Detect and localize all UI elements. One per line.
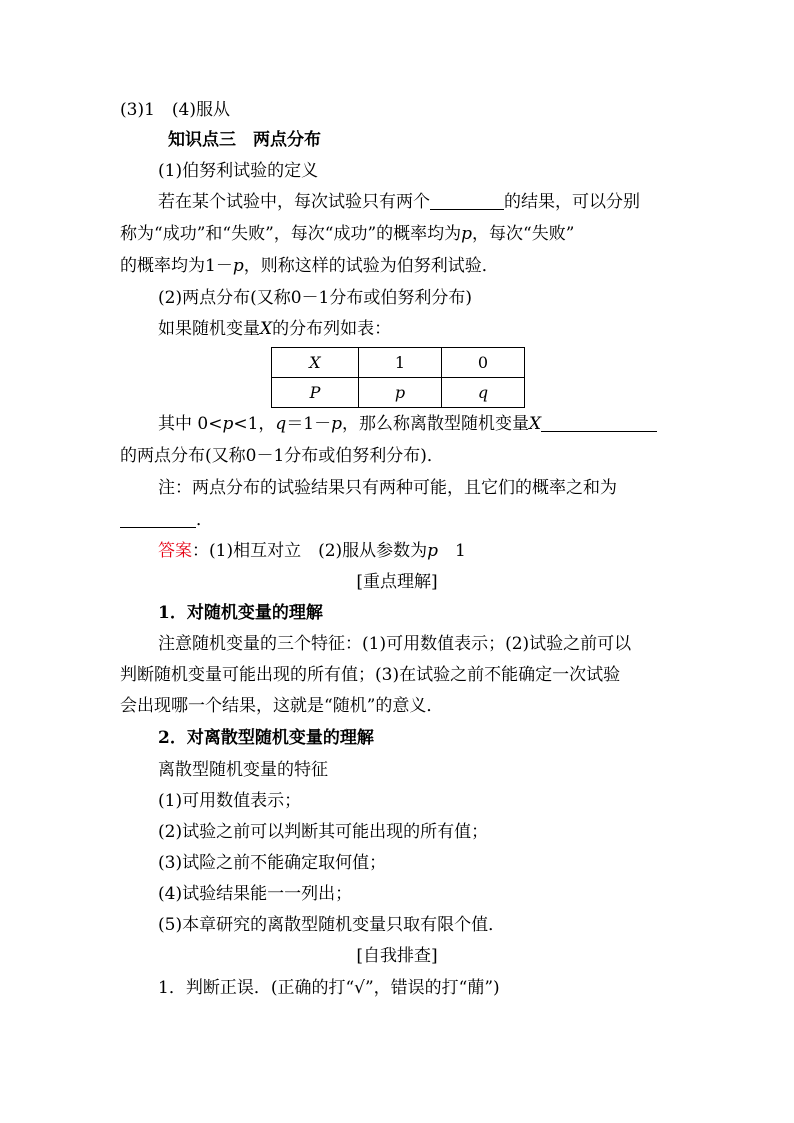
fill-blank <box>541 413 657 432</box>
question-text: 1．判断正误．(正确的打“√”，错误的打“蕑”) <box>158 978 500 998</box>
paragraph-line <box>120 222 574 246</box>
list-item-text: (1)可用数值表示； <box>158 791 302 811</box>
text-run: 判断随机变量可能出现的所有值；(3)在试验之前不能确定一次试验 <box>120 665 621 685</box>
table-row <box>272 378 525 408</box>
list-item-text: (4)试验结果能一一列出； <box>158 884 353 904</box>
heading-text: [自我排查] <box>356 946 438 966</box>
text-run: 的结果，可以分别 <box>504 192 640 212</box>
list-item <box>158 789 301 813</box>
distribution-table <box>271 347 525 408</box>
heading-text: [重点理解] <box>356 572 438 592</box>
list-item <box>158 882 352 906</box>
subsection-1-text: (1)伯努利试验的定义 <box>158 161 319 181</box>
text-run: 的两点分布(又称0－1分布或伯努利分布)． <box>120 446 444 466</box>
list-item <box>158 851 386 875</box>
fill-blank <box>430 191 504 210</box>
math-variable: X <box>260 319 273 339</box>
math-variable: p <box>232 256 244 276</box>
paragraph-line <box>158 190 640 214</box>
text-run: ． <box>196 510 213 530</box>
table-cell: q <box>442 378 525 408</box>
paragraph-line <box>158 632 631 656</box>
topic-heading-2 <box>158 726 374 750</box>
table-cell: X <box>272 348 359 378</box>
text-run: 的分布列如表： <box>272 319 392 339</box>
section-heading-text: 知识点三 两点分布 <box>168 130 321 150</box>
math-variable: p <box>427 541 439 561</box>
text-run: <1， <box>233 414 276 434</box>
text-run: 如果随机变量 <box>158 319 260 339</box>
paragraph-line <box>158 412 657 436</box>
text-run: 会出现哪一个结果，这就是“随机”的意义． <box>120 696 444 716</box>
text-run: 称为“成功”和“失败”，每次“成功”的概率均为 <box>120 224 462 244</box>
paragraph-line <box>158 758 328 782</box>
note-text: 注：两点分布的试验结果只有两种可能，且它们的概率之和为 <box>158 478 617 498</box>
paragraph-line <box>120 444 444 468</box>
table-row <box>272 348 525 378</box>
paragraph-line <box>120 663 620 687</box>
text-run: 离散型随机变量的特征 <box>158 760 328 780</box>
table-cell: p <box>359 378 442 408</box>
text-run: ，那么称离散型随机变量 <box>342 414 530 434</box>
text-run: 注意随机变量的三个特征：(1)可用数值表示；(2)试验之前可以 <box>158 634 632 654</box>
table-cell: 0 <box>442 348 525 378</box>
topic-heading-1 <box>158 601 323 625</box>
subsection-2-heading <box>158 286 472 310</box>
table-cell: 1 <box>359 348 442 378</box>
list-item <box>158 913 505 937</box>
subsection-1-heading <box>158 159 318 183</box>
list-item-text: (5)本章研究的离散型随机变量只取有限个值． <box>158 915 506 935</box>
topic-heading-text: 2．对离散型随机变量的理解 <box>158 728 374 748</box>
prev-answer-text: (3)1 (4)服从 <box>120 100 230 120</box>
text-run: 其中 0< <box>158 414 223 434</box>
answer-text: 1 <box>438 541 466 561</box>
paragraph-line <box>158 317 391 341</box>
text-run: ，每次“失败” <box>472 224 575 244</box>
list-item <box>158 820 488 844</box>
subsection-2-text: (2)两点分布(又称0－1分布或伯努利分布) <box>158 288 472 308</box>
fill-blank <box>120 509 196 528</box>
text-run: ＝1－ <box>286 414 332 434</box>
heading-self-check <box>0 944 794 968</box>
math-variable: p <box>461 224 473 244</box>
answer-text: ：(1)相互对立 (2)服从参数为 <box>192 541 428 561</box>
answer-line <box>158 539 466 563</box>
list-item-text: (2)试验之前可以判断其可能出现的所有值； <box>158 822 489 842</box>
text-run: 若在某个试验中，每次试验只有两个 <box>158 192 430 212</box>
table-cell: P <box>272 378 359 408</box>
math-variable: X <box>529 414 542 434</box>
paragraph-line <box>120 254 499 278</box>
math-variable: q <box>275 414 287 434</box>
section-heading <box>168 128 321 152</box>
heading-key-understanding <box>0 570 794 594</box>
note-line <box>158 476 617 500</box>
list-item-text: (3)试险之前不能确定取何值； <box>158 853 387 873</box>
math-variable: p <box>331 414 343 434</box>
question-line <box>158 976 500 1000</box>
math-variable: p <box>222 414 234 434</box>
answer-label: 答案 <box>158 541 192 561</box>
paragraph-line <box>120 694 443 718</box>
paragraph-line <box>120 508 213 532</box>
text-run: 的概率均为1－ <box>120 256 233 276</box>
text-run: ，则称这样的试验为伯努利试验． <box>243 256 499 276</box>
prev-answer-line <box>120 98 230 122</box>
topic-heading-text: 1．对随机变量的理解 <box>158 603 323 623</box>
